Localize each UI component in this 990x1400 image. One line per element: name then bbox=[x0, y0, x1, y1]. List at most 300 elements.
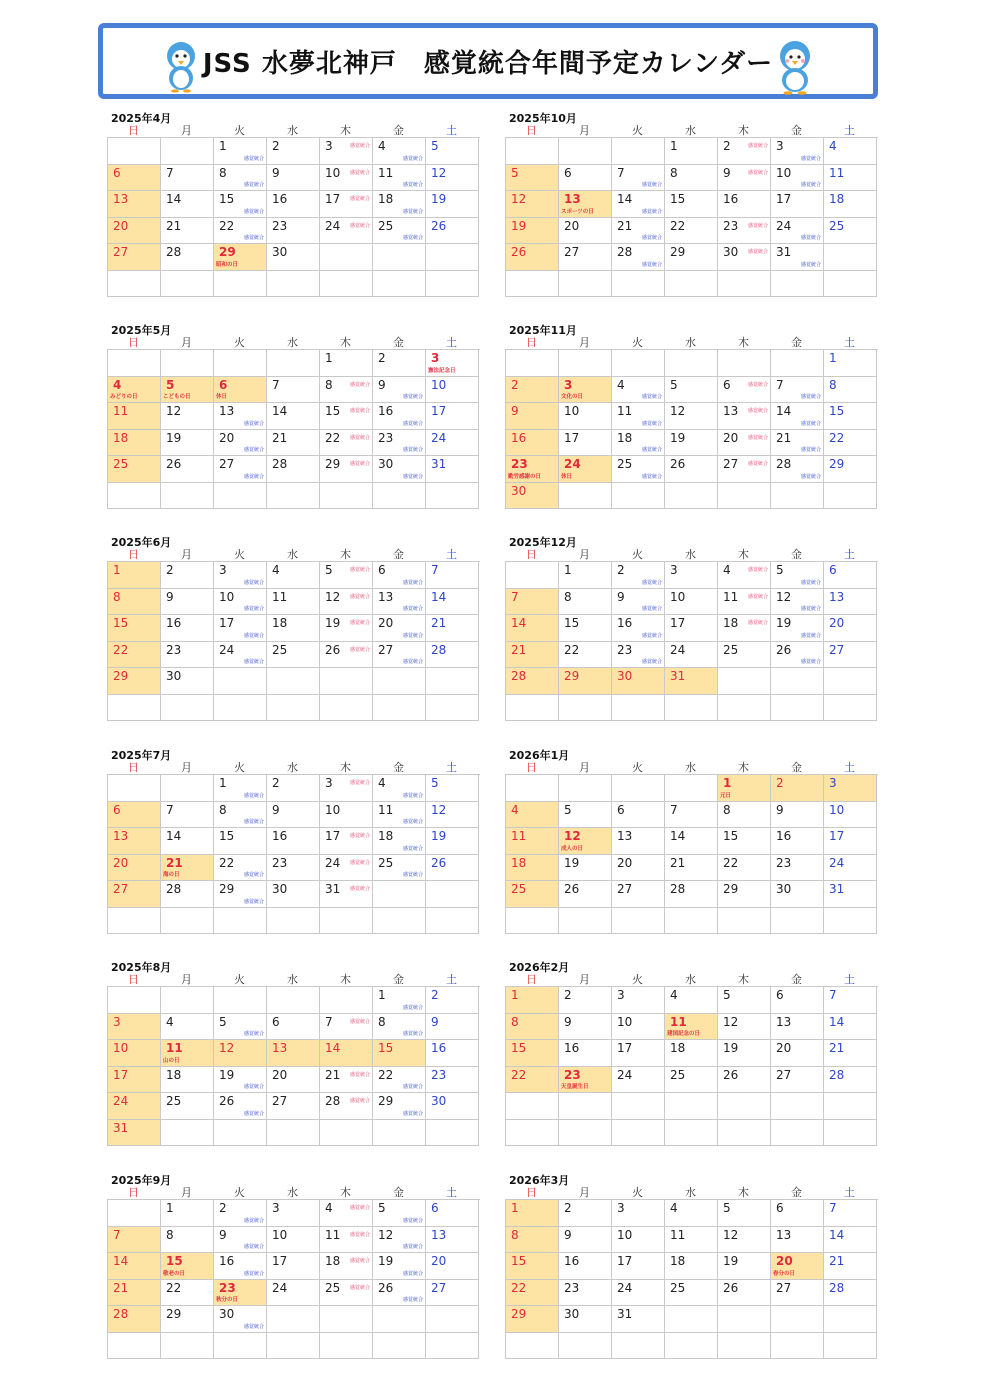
day-number: 27 bbox=[113, 245, 129, 259]
weekday-label: 火 bbox=[632, 973, 643, 986]
day-cell bbox=[320, 350, 373, 377]
empty-cell bbox=[267, 668, 320, 695]
day-cell bbox=[824, 987, 877, 1014]
day-cell bbox=[718, 881, 771, 908]
weekday-label: 日 bbox=[128, 124, 139, 137]
day-cell bbox=[426, 403, 479, 430]
day-number: 23 bbox=[166, 642, 182, 657]
session-tag: 感覚統合 bbox=[349, 1258, 370, 1264]
day-number: 17 bbox=[325, 192, 341, 206]
month-calendar bbox=[107, 750, 480, 934]
empty-cell bbox=[506, 1333, 559, 1360]
day-number: 27 bbox=[776, 1067, 792, 1082]
day-number: 30 bbox=[617, 669, 633, 683]
day-number: 1 bbox=[564, 563, 572, 577]
day-cell bbox=[373, 1014, 426, 1041]
day-cell bbox=[214, 1200, 267, 1227]
day-cell bbox=[506, 244, 559, 271]
day-cell bbox=[718, 456, 771, 483]
day-number: 3 bbox=[617, 1201, 625, 1215]
session-tag: 感覚統合 bbox=[641, 659, 662, 665]
day-cell bbox=[320, 615, 373, 642]
day-number: 12 bbox=[378, 1227, 394, 1242]
day-cell bbox=[426, 855, 479, 882]
day-cell bbox=[506, 165, 559, 192]
day-cell bbox=[267, 430, 320, 457]
day-cell bbox=[373, 1227, 426, 1254]
day-number: 28 bbox=[670, 882, 686, 896]
penguin-right-icon bbox=[772, 36, 818, 96]
day-cell bbox=[267, 403, 320, 430]
weekday-label: 金 bbox=[791, 973, 802, 986]
day-number: 16 bbox=[776, 829, 792, 843]
empty-cell bbox=[718, 1120, 771, 1147]
day-cell bbox=[214, 456, 267, 483]
day-cell bbox=[267, 377, 320, 404]
day-number: 14 bbox=[431, 589, 447, 604]
day-cell bbox=[665, 855, 718, 882]
day-cell bbox=[718, 642, 771, 669]
day-cell bbox=[373, 1253, 426, 1280]
day-number: 11 bbox=[670, 1227, 686, 1242]
day-number: 3 bbox=[564, 377, 573, 392]
day-cell bbox=[665, 1200, 718, 1227]
month-title: 2025年4月 bbox=[111, 112, 172, 125]
day-number: 14 bbox=[829, 1014, 845, 1029]
day-number: 6 bbox=[113, 165, 121, 180]
day-number: 16 bbox=[617, 616, 633, 630]
day-number: 2 bbox=[564, 1201, 572, 1215]
day-cell bbox=[426, 828, 479, 855]
day-cell bbox=[320, 191, 373, 218]
session-tag: 感覚統合 bbox=[800, 182, 821, 188]
day-number: 15 bbox=[723, 829, 739, 843]
holiday-label: 昭和の日 bbox=[216, 261, 239, 268]
empty-cell bbox=[559, 775, 612, 802]
weekday-label: 水 bbox=[287, 124, 298, 137]
session-tag: 感覚統合 bbox=[800, 659, 821, 665]
day-number: 1 bbox=[723, 776, 732, 790]
day-number: 29 bbox=[166, 1307, 182, 1321]
session-tag: 感覚統合 bbox=[243, 473, 264, 480]
day-number: 29 bbox=[219, 245, 236, 259]
empty-cell bbox=[718, 668, 771, 695]
day-number: 8 bbox=[325, 377, 333, 392]
day-cell bbox=[506, 855, 559, 882]
empty-cell bbox=[320, 695, 373, 722]
day-cell bbox=[665, 218, 718, 245]
empty-cell bbox=[824, 483, 877, 510]
day-cell bbox=[506, 881, 559, 908]
weekday-label: 土 bbox=[844, 1186, 855, 1199]
day-cell bbox=[108, 615, 161, 642]
day-cell bbox=[108, 244, 161, 271]
day-cell bbox=[426, 775, 479, 802]
day-cell bbox=[665, 642, 718, 669]
day-cell bbox=[320, 403, 373, 430]
day-number: 4 bbox=[829, 139, 837, 153]
day-number: 22 bbox=[723, 855, 739, 870]
day-cell bbox=[426, 456, 479, 483]
day-number: 16 bbox=[564, 1041, 580, 1055]
session-tag: 感覚統合 bbox=[243, 819, 264, 825]
empty-cell bbox=[426, 1120, 479, 1147]
day-number: 13 bbox=[431, 1227, 447, 1242]
day-number: 23 bbox=[617, 642, 633, 657]
session-tag: 感覚統合 bbox=[800, 632, 821, 639]
day-cell bbox=[108, 855, 161, 882]
day-number: 1 bbox=[511, 988, 519, 1002]
empty-cell bbox=[718, 350, 771, 377]
day-number: 29 bbox=[723, 882, 739, 896]
weekday-label: 日 bbox=[128, 548, 139, 561]
day-cell bbox=[665, 589, 718, 616]
day-cell bbox=[214, 1093, 267, 1120]
day-cell bbox=[718, 855, 771, 882]
session-tag: 感覚統合 bbox=[349, 434, 370, 441]
session-tag: 感覚統合 bbox=[349, 593, 370, 600]
day-number: 4 bbox=[272, 563, 280, 577]
day-cell bbox=[108, 165, 161, 192]
day-number: 20 bbox=[776, 1041, 792, 1055]
weekday-header bbox=[505, 125, 878, 137]
empty-cell bbox=[559, 1333, 612, 1360]
day-number: 13 bbox=[272, 1041, 288, 1055]
day-cell bbox=[161, 562, 214, 589]
weekday-label: 木 bbox=[340, 1186, 351, 1199]
day-number: 8 bbox=[511, 1227, 519, 1242]
day-number: 31 bbox=[829, 882, 845, 896]
day-cell bbox=[320, 775, 373, 802]
day-number: 15 bbox=[564, 616, 580, 630]
day-cell bbox=[824, 456, 877, 483]
day-number: 22 bbox=[113, 642, 129, 657]
day-cell bbox=[559, 218, 612, 245]
day-number: 5 bbox=[670, 377, 678, 392]
day-number: 3 bbox=[113, 1014, 121, 1029]
day-number: 14 bbox=[272, 404, 288, 418]
empty-cell bbox=[506, 1093, 559, 1120]
month-calendar bbox=[107, 1175, 480, 1359]
day-cell bbox=[612, 855, 665, 882]
day-cell bbox=[771, 881, 824, 908]
day-cell bbox=[267, 138, 320, 165]
day-cell bbox=[267, 1014, 320, 1041]
holiday-label: 休日 bbox=[216, 394, 228, 400]
day-cell bbox=[426, 642, 479, 669]
weekday-label: 水 bbox=[287, 336, 298, 349]
empty-cell bbox=[267, 987, 320, 1014]
empty-cell bbox=[373, 271, 426, 298]
session-tag: 感覚統合 bbox=[402, 872, 423, 878]
session-tag: 感覚統合 bbox=[747, 249, 768, 255]
day-number: 20 bbox=[776, 1254, 793, 1268]
session-tag: 感覚統合 bbox=[641, 632, 662, 639]
day-cell bbox=[559, 1253, 612, 1280]
empty-cell bbox=[320, 1306, 373, 1333]
day-cell bbox=[824, 881, 877, 908]
day-number: 9 bbox=[272, 165, 280, 180]
empty-cell bbox=[108, 987, 161, 1014]
day-number: 25 bbox=[378, 218, 394, 233]
day-number: 18 bbox=[723, 616, 739, 630]
day-number: 25 bbox=[325, 1280, 341, 1295]
day-cell bbox=[267, 1280, 320, 1307]
empty-cell bbox=[373, 695, 426, 722]
empty-cell bbox=[771, 271, 824, 298]
session-tag: 感覚統合 bbox=[243, 182, 264, 188]
month-calendar bbox=[505, 325, 878, 509]
session-tag: 感覚統合 bbox=[243, 659, 264, 665]
session-tag: 感覚統合 bbox=[243, 898, 264, 905]
day-cell bbox=[824, 1227, 877, 1254]
day-number: 3 bbox=[617, 988, 625, 1002]
day-number: 20 bbox=[113, 855, 129, 870]
day-cell bbox=[161, 642, 214, 669]
day-cell bbox=[718, 1014, 771, 1041]
day-cell bbox=[771, 456, 824, 483]
day-cell bbox=[320, 1014, 373, 1041]
day-number: 24 bbox=[564, 457, 581, 471]
month-calendar bbox=[505, 750, 878, 934]
empty-cell bbox=[320, 987, 373, 1014]
day-cell bbox=[320, 1253, 373, 1280]
day-number: 3 bbox=[325, 776, 333, 790]
day-cell bbox=[612, 456, 665, 483]
empty-cell bbox=[824, 1333, 877, 1360]
empty-cell bbox=[824, 271, 877, 298]
holiday-label: 敬老の日 bbox=[163, 1270, 186, 1277]
day-number: 28 bbox=[617, 245, 633, 259]
day-number: 26 bbox=[670, 457, 686, 471]
empty-cell bbox=[320, 908, 373, 935]
weekday-label: 金 bbox=[393, 973, 404, 986]
day-cell bbox=[771, 828, 824, 855]
weekday-label: 日 bbox=[526, 973, 537, 986]
day-grid bbox=[505, 137, 878, 297]
empty-cell bbox=[108, 1200, 161, 1227]
weekday-label: 月 bbox=[579, 1186, 590, 1199]
empty-cell bbox=[267, 908, 320, 935]
session-tag: 感覚統合 bbox=[747, 169, 768, 176]
day-number: 10 bbox=[670, 589, 686, 604]
month-calendar bbox=[107, 537, 480, 721]
day-cell bbox=[665, 1280, 718, 1307]
empty-cell bbox=[559, 908, 612, 935]
day-cell bbox=[612, 881, 665, 908]
day-cell bbox=[373, 1280, 426, 1307]
weekday-label: 金 bbox=[791, 124, 802, 137]
weekday-label: 金 bbox=[791, 761, 802, 774]
day-number: 9 bbox=[511, 404, 519, 418]
day-cell bbox=[320, 1093, 373, 1120]
day-number: 8 bbox=[219, 165, 227, 180]
day-number: 11 bbox=[829, 165, 845, 180]
day-cell bbox=[612, 1280, 665, 1307]
day-cell bbox=[267, 165, 320, 192]
day-number: 26 bbox=[325, 642, 341, 657]
day-cell bbox=[559, 1200, 612, 1227]
session-tag: 感覚統合 bbox=[402, 632, 423, 639]
session-tag: 感覚統合 bbox=[747, 567, 768, 573]
day-number: 2 bbox=[617, 563, 625, 577]
day-number: 3 bbox=[325, 139, 333, 153]
day-number: 2 bbox=[723, 139, 731, 153]
day-cell bbox=[320, 828, 373, 855]
day-cell bbox=[559, 456, 612, 483]
day-number: 10 bbox=[617, 1227, 633, 1242]
page-title: JSS 水夢北神戸 感覚統合年間予定カレンダー bbox=[202, 48, 774, 79]
weekday-header bbox=[505, 337, 878, 349]
day-number: 27 bbox=[219, 457, 235, 471]
day-cell bbox=[506, 615, 559, 642]
empty-cell bbox=[771, 1093, 824, 1120]
session-tag: 感覚統合 bbox=[243, 235, 264, 241]
day-cell bbox=[108, 1280, 161, 1307]
session-tag: 感覚統合 bbox=[402, 447, 423, 453]
day-number: 1 bbox=[113, 563, 121, 577]
session-tag: 感覚統合 bbox=[800, 394, 821, 400]
day-number: 14 bbox=[325, 1041, 341, 1055]
session-tag: 感覚統合 bbox=[641, 208, 662, 215]
day-cell bbox=[373, 642, 426, 669]
session-tag: 感覚統合 bbox=[747, 620, 768, 626]
day-cell bbox=[108, 1014, 161, 1041]
day-number: 3 bbox=[219, 563, 227, 577]
weekday-header bbox=[107, 125, 480, 137]
weekday-label: 月 bbox=[181, 548, 192, 561]
day-cell bbox=[665, 430, 718, 457]
holiday-label: 山の日 bbox=[163, 1057, 180, 1064]
empty-cell bbox=[718, 483, 771, 510]
weekday-label: 土 bbox=[446, 973, 457, 986]
day-number: 13 bbox=[113, 829, 129, 843]
day-cell bbox=[267, 615, 320, 642]
day-number: 17 bbox=[431, 404, 447, 418]
day-cell bbox=[718, 1040, 771, 1067]
day-number: 7 bbox=[166, 165, 174, 180]
day-cell bbox=[824, 1040, 877, 1067]
day-cell bbox=[824, 350, 877, 377]
day-cell bbox=[824, 775, 877, 802]
day-number: 30 bbox=[166, 669, 182, 683]
empty-cell bbox=[506, 695, 559, 722]
day-cell bbox=[161, 1227, 214, 1254]
day-grid bbox=[107, 986, 480, 1146]
day-number: 29 bbox=[511, 1307, 527, 1321]
day-number: 9 bbox=[776, 802, 784, 817]
day-number: 25 bbox=[511, 882, 527, 896]
day-number: 30 bbox=[272, 245, 288, 259]
weekday-label: 土 bbox=[446, 761, 457, 774]
day-cell bbox=[665, 802, 718, 829]
weekday-label: 土 bbox=[446, 336, 457, 349]
weekday-label: 木 bbox=[738, 1186, 749, 1199]
day-cell bbox=[426, 377, 479, 404]
day-cell bbox=[771, 987, 824, 1014]
empty-cell bbox=[267, 271, 320, 298]
day-number: 29 bbox=[829, 457, 845, 471]
holiday-label: みどりの日 bbox=[110, 394, 138, 400]
day-number: 8 bbox=[219, 802, 227, 817]
empty-cell bbox=[824, 1306, 877, 1333]
day-cell bbox=[771, 1200, 824, 1227]
day-number: 26 bbox=[723, 1067, 739, 1082]
day-cell bbox=[108, 218, 161, 245]
day-grid bbox=[107, 137, 480, 297]
day-number: 15 bbox=[219, 829, 235, 843]
day-number: 31 bbox=[431, 457, 447, 471]
session-tag: 感覚統合 bbox=[349, 1205, 370, 1211]
day-cell bbox=[718, 165, 771, 192]
day-number: 26 bbox=[564, 882, 580, 896]
day-number: 23 bbox=[511, 457, 528, 471]
day-number: 5 bbox=[776, 563, 784, 577]
day-number: 7 bbox=[166, 802, 174, 817]
day-cell bbox=[506, 1253, 559, 1280]
session-tag: 感覚統合 bbox=[349, 1098, 370, 1104]
day-number: 13 bbox=[564, 192, 581, 206]
day-number: 20 bbox=[431, 1254, 447, 1268]
empty-cell bbox=[161, 350, 214, 377]
day-cell bbox=[320, 881, 373, 908]
day-cell bbox=[214, 589, 267, 616]
day-cell bbox=[559, 244, 612, 271]
session-tag: 感覚統合 bbox=[402, 1084, 423, 1090]
empty-cell bbox=[718, 271, 771, 298]
day-number: 26 bbox=[776, 642, 792, 657]
day-cell bbox=[161, 403, 214, 430]
day-number: 17 bbox=[564, 430, 580, 445]
day-number: 26 bbox=[378, 1280, 394, 1295]
day-cell bbox=[108, 1067, 161, 1094]
day-number: 19 bbox=[378, 1254, 394, 1268]
day-cell bbox=[665, 1253, 718, 1280]
day-number: 2 bbox=[219, 1201, 227, 1215]
weekday-label: 月 bbox=[181, 761, 192, 774]
day-cell bbox=[214, 191, 267, 218]
session-tag: 感覚統合 bbox=[349, 780, 370, 786]
holiday-label: 元日 bbox=[720, 792, 732, 799]
day-number: 17 bbox=[617, 1254, 633, 1268]
day-cell bbox=[161, 1067, 214, 1094]
weekday-label: 木 bbox=[738, 548, 749, 561]
day-cell bbox=[267, 1200, 320, 1227]
day-cell bbox=[161, 1200, 214, 1227]
day-number: 3 bbox=[776, 139, 784, 153]
day-cell bbox=[108, 642, 161, 669]
weekday-label: 木 bbox=[738, 761, 749, 774]
day-cell bbox=[108, 1306, 161, 1333]
day-number: 15 bbox=[166, 1254, 183, 1268]
day-number: 18 bbox=[617, 430, 633, 445]
day-number: 2 bbox=[511, 377, 519, 392]
day-number: 17 bbox=[113, 1067, 129, 1082]
day-number: 14 bbox=[166, 192, 182, 206]
weekday-label: 水 bbox=[685, 761, 696, 774]
day-number: 10 bbox=[325, 802, 341, 817]
day-cell bbox=[214, 1280, 267, 1307]
day-cell bbox=[612, 1200, 665, 1227]
session-tag: 感覚統合 bbox=[402, 659, 423, 665]
day-number: 19 bbox=[431, 192, 447, 206]
day-number: 29 bbox=[113, 669, 129, 683]
weekday-header bbox=[505, 974, 878, 986]
day-cell bbox=[665, 403, 718, 430]
empty-cell bbox=[612, 138, 665, 165]
day-cell bbox=[426, 1014, 479, 1041]
day-cell bbox=[320, 1200, 373, 1227]
